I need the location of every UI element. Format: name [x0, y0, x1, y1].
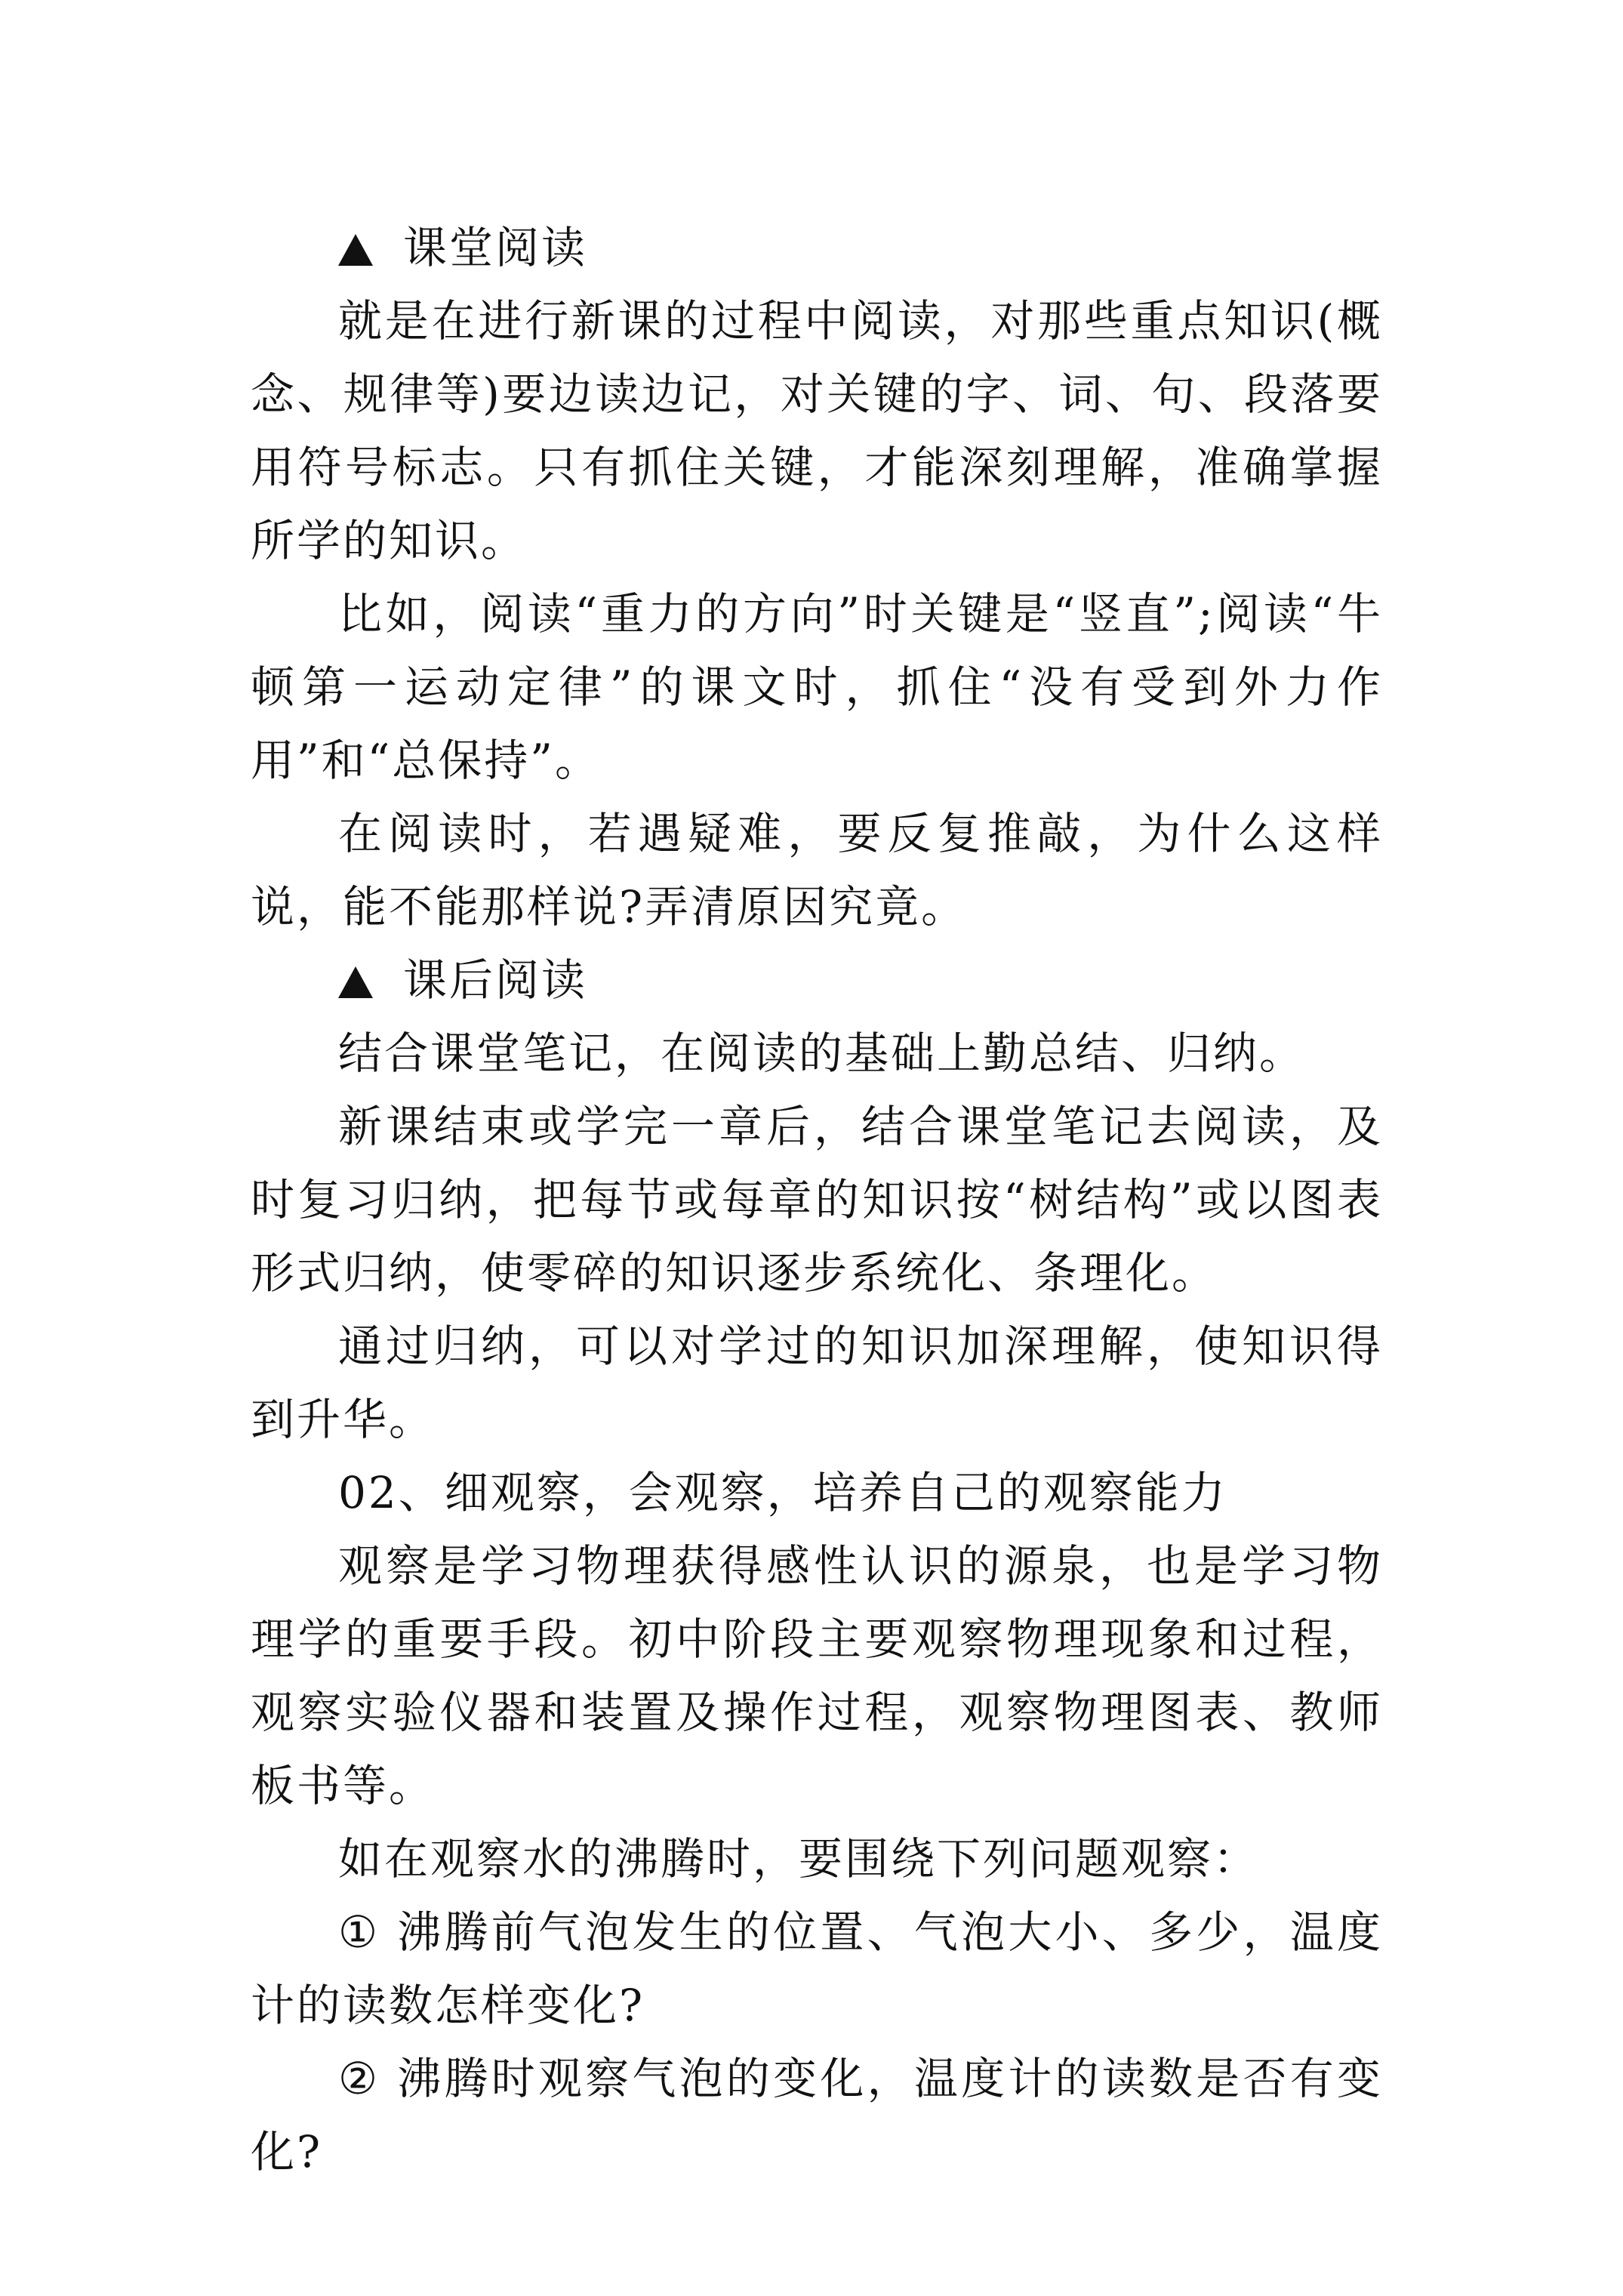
triangle-bullet-icon [338, 966, 373, 998]
numbered-item [251, 2042, 1383, 2189]
section-heading-after-class-reading [251, 944, 1383, 1017]
numbered-item [251, 1896, 1383, 2042]
section-heading-observation: 02、细观察，会观察，培养自己的观察能力 [338, 1467, 1227, 1518]
item-text: 沸腾前气泡发生的位置、气泡大小、多少，温度计的读数怎样变化? [251, 1906, 1383, 2031]
section-title: 课后阅读 [403, 954, 588, 1006]
section-title: 课堂阅读 [403, 222, 588, 273]
paragraph: 结合课堂笔记，在阅读的基础上勤总结、归纳。 [338, 1028, 1306, 1079]
section-heading-in-class-reading [251, 211, 1383, 285]
paragraph: 通过归纳，可以对学过的知识加深理解，使知识得到升华。 [251, 1321, 1383, 1445]
paragraph: 观察是学习物理获得感性认识的源泉，也是学习物理学的重要手段。初中阶段主要观察物理现象和过程，观察实验仪器和装置及操作过程，观察物理图表、教师板书等。 [251, 1540, 1383, 1811]
paragraph: 比如，阅读“重力的方向”时关键是“竖直”;阅读“牛顿第一运动定律”的课文时，抓住“没有受到外力作用”和“总保持”。 [251, 588, 1383, 786]
item-text: 沸腾时观察气泡的变化，温度计的读数是否有变化? [251, 2053, 1383, 2177]
paragraph: 新课结束或学完一章后，结合课堂笔记去阅读，及时复习归纳，把每节或每章的知识按“树结构”或以图表形式归纳，使零碎的知识逐步系统化、条理化。 [251, 1101, 1383, 1299]
item-number: ① [338, 1906, 381, 1958]
triangle-bullet-icon [338, 234, 373, 266]
paragraph: 在阅读时，若遇疑难，要反复推敲，为什么这样说，能不能那样说?弄清原因究竟。 [251, 808, 1383, 932]
paragraph: 如在观察水的沸腾时，要围绕下列问题观察： [338, 1833, 1260, 1885]
item-number: ② [338, 2053, 381, 2104]
document-body [251, 211, 1383, 2189]
paragraph: 就是在进行新课的过程中阅读，对那些重点知识(概念、规律等)要边读边记，对关键的字、词、句、段落要用符号标志。只有抓住关键，才能深刻理解，准确掌握所学的知识。 [251, 295, 1383, 566]
